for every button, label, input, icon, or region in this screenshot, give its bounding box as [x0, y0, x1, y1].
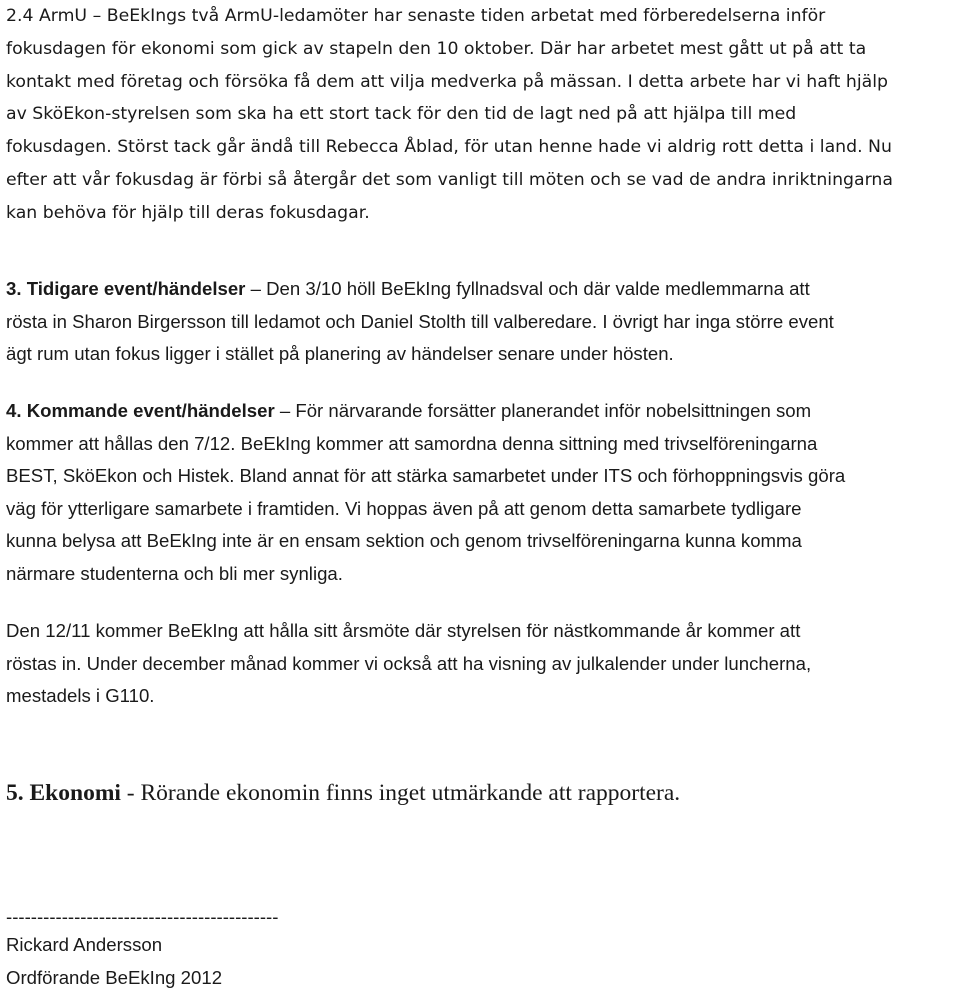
- text-line: fokusdagen för ekonomi som gick av stapeln den 10 oktober. Där har arbetet mest gått ut på att ta: [6, 38, 867, 59]
- text-line: kontakt med företag och försöka få dem att vilja medverka på mässan. I detta arbete har vi haft hjälp: [6, 71, 889, 92]
- section-heading: Kommande event/händelser: [26, 400, 275, 421]
- text-line: rösta in Sharon Birgersson till ledamot och Daniel Stolth till valberedare. I övrigt har inga större event: [6, 310, 834, 332]
- text-run: – Den 3/10 höll BeEkIng fyllnadsval och där valde medlemmarna att: [245, 278, 810, 299]
- section-5-paragraph: [6, 780, 680, 807]
- section-number: 3.: [6, 278, 27, 299]
- section-4-paragraph-2: [6, 615, 811, 713]
- text-line: [6, 273, 834, 306]
- text-line: kan behöva för hjälp till deras fokusdagar.: [6, 202, 370, 223]
- section-number: 5.: [6, 780, 30, 806]
- text-run: – För närvarande forsätter planerandet inför nobelsittningen som: [274, 400, 812, 421]
- text-line: efter att vår fokusdag är förbi så återgår det som vanligt till möten och se vad de andra inriktningarna: [6, 169, 893, 190]
- text-line: [6, 395, 845, 428]
- signature-title: Ordförande BeEkIng 2012: [6, 967, 223, 988]
- text-run: - Rörande ekonomin finns inget utmärkande att rapportera.: [120, 780, 681, 806]
- text-line: Den 12/11 kommer BeEkIng att hålla sitt årsmöte där styrelsen för nästkommande år kommer att: [6, 620, 801, 641]
- section-number: 4.: [6, 400, 27, 421]
- signature-name: Rickard Andersson: [6, 934, 163, 955]
- section-4-paragraph: [6, 395, 845, 591]
- text-line: kunna belysa att BeEkIng inte är en ensam sektion och genom trivselföreningarna kunna komma: [6, 530, 802, 552]
- section-heading: Tidigare event/händelser: [26, 278, 246, 299]
- text-line: väg för ytterligare samarbete i framtiden. Vi hoppas även på att genom detta samarbete tydligare: [6, 497, 802, 519]
- text-line: mestadels i G110.: [6, 685, 155, 707]
- text-line: ägt rum utan fokus ligger i stället på planering av händelser senare under hösten.: [6, 343, 674, 365]
- text-line: BEST, SköEkon och Histek. Bland annat för att stärka samarbetet under ITS och förhoppningsvis göra: [6, 465, 846, 487]
- signature-block: [6, 906, 278, 994]
- section-2-4-paragraph: [6, 0, 893, 230]
- text-line: röstas in. Under december månad kommer vi också att ha visning av julkalender under luncherna,: [6, 652, 812, 674]
- section-3-paragraph: [6, 273, 834, 371]
- text-line: fokusdagen. Störst tack går ändå till Rebecca Åblad, för utan henne hade vi aldrig rott detta i land. Nu: [6, 137, 892, 158]
- text-line: närmare studenterna och bli mer synliga.: [6, 562, 343, 584]
- signature-rule: --------------------------------------------: [6, 906, 279, 927]
- text-line: kommer att hållas den 7/12. BeEkIng kommer att samordna denna sittning med trivselföreningarna: [6, 432, 818, 454]
- text-line: av SköEkon-styrelsen som ska ha ett stort tack för den tid de lagt ned på att hjälpa till med: [6, 104, 797, 125]
- section-heading: Ekonomi: [29, 780, 121, 806]
- text-line: 2.4 ArmU – BeEkIngs två ArmU-ledamöter har senaste tiden arbetat med förberedelserna inför: [6, 6, 826, 26]
